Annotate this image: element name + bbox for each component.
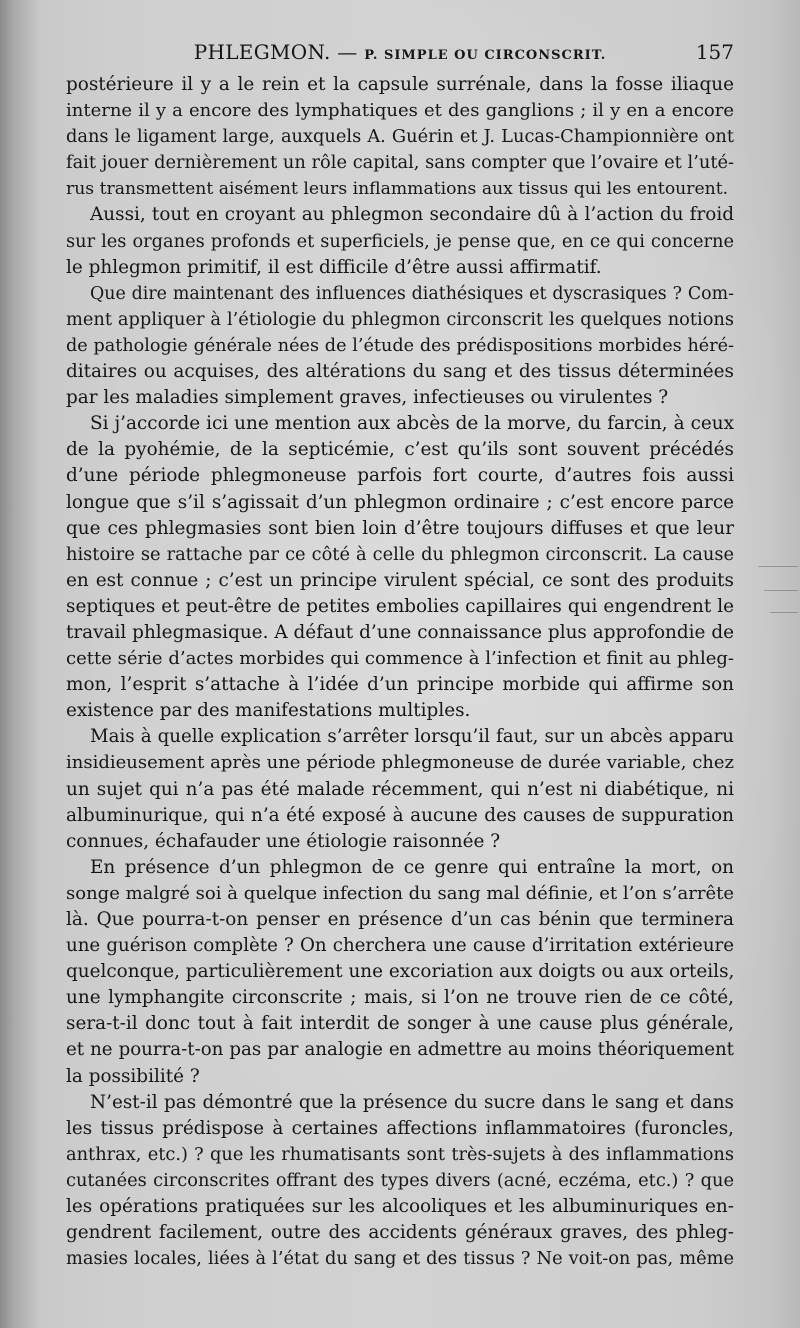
text-line: insidieusement après une période phlegmoneuse de durée variable, chez (66, 752, 734, 774)
text-line: En présence d’un phlegmon de ce genre qui entraîne la mort, on (90, 856, 734, 878)
margin-mark (764, 590, 798, 591)
text-line: existence par des manifestations multiples. (66, 700, 471, 722)
text-line: septiques et peut-être de petites embolies capillaires qui engendrent le (66, 595, 734, 617)
running-title (66, 36, 734, 72)
text-line: une lymphangite circonscrite ; mais, si l’on ne trouve rien de ce côté, (66, 987, 734, 1009)
text-line: d’une période phlegmoneuse parfois fort courte, d’autres fois aussi (66, 465, 734, 487)
text-line: cutanées circonscrites offrant des types divers (acné, eczéma, etc.) ? que (66, 1169, 734, 1191)
text-line: sera-t-il donc tout à fait interdit de songer à une cause plus générale, (66, 1013, 734, 1035)
text-line: histoire se rattache par ce côté à celle du phlegmon circonscrit. La cause (66, 543, 734, 565)
text-line: ditaires ou acquises, des altérations du sang et des tissus déterminées (66, 361, 734, 383)
margin-mark (770, 612, 798, 613)
text-line: et ne pourra-t-on pas par analogie en admettre au moins théoriquement (66, 1039, 734, 1061)
text-line: travail phlegmasique. A défaut d’une connaissance plus approfondie de (66, 621, 734, 643)
text-line: cette série d’actes morbides qui commence à l’infection et finit au phleg- (66, 648, 734, 670)
text-line: quelconque, particulièrement une excoriation aux doigts ou aux orteils, (66, 961, 735, 983)
text-line: là. Que pourra-t-on penser en présence d’un cas bénin que terminera (66, 909, 734, 930)
text-line: gendrent facilement, outre des accidents généraux graves, des phleg- (66, 1222, 734, 1244)
text-line: N’est-il pas démontré que la présence du sucre dans le sang et dans (90, 1091, 734, 1113)
text-line: mon, l’esprit s’attache à l’idée d’un principe morbide qui affirme son (66, 674, 734, 696)
text-line: masies locales, liées à l’état du sang et des tissus ? Ne voit-on pas, même (66, 1248, 734, 1270)
text-line: la possibilité ? (66, 1065, 200, 1087)
body-text (66, 72, 734, 1272)
running-title-sub: P. SIMPLE OU CIRCONSCRIT. (364, 48, 607, 63)
text-line: que ces phlegmasies sont bien loin d’être toujours diffuses et que leur (66, 517, 734, 539)
text-line: connues, échafauder une étiologie raisonnée ? (66, 830, 501, 852)
page-header (66, 36, 734, 68)
text-line: une guérison complète ? On cherchera une cause d’irritation extérieure (66, 935, 734, 957)
text-line: un sujet qui n’a pas été malade récemment, qui n’est ni diabétique, ni (66, 778, 734, 800)
text-line: interne il y a encore des lymphatiques et des ganglions ; il y en a encore (66, 100, 734, 122)
text-line: par les maladies simplement graves, infectieuses ou virulentes ? (66, 387, 669, 409)
text-line: albuminurique, qui n’a été exposé à aucune des causes de suppuration (66, 804, 734, 826)
text-line: Mais à quelle explication s’arrêter lorsqu’il faut, sur un abcès apparu (90, 726, 734, 748)
text-line: de pathologie générale nées de l’étude des prédispositions morbides héré- (66, 335, 734, 356)
text-line: postérieure il y a le rein et la capsule surrénale, dans la fosse iliaque (66, 74, 734, 95)
running-title-main: PHLEGMON. — (193, 40, 358, 64)
text-line: Que dire maintenant des influences diathésiques et dyscrasiques ? Com- (90, 283, 734, 304)
text-line: en est connue ; c’est un principe virulent spécial, ce sont des produits (66, 569, 734, 591)
text-line: songe malgré soi à quelque infection du sang mal définie, et l’on s’arrête (66, 882, 734, 904)
text-line: les opérations pratiquées sur les alcooliques et les albuminuriques en- (66, 1196, 734, 1218)
text-line: longue que s’il s’agissait d’un phlegmon ordinaire ; c’est encore parce (66, 491, 734, 513)
text-line: rus transmettent aisément leurs inflammations aux tissus qui les entourent. (66, 179, 729, 200)
text-line: ment appliquer à l’étiologie du phlegmon circonscrit les quelques notions (66, 308, 734, 330)
text-line: Aussi, tout en croyant au phlegmon secondaire dû à l’action du froid (90, 204, 734, 226)
text-line: Si j’accorde ici une mention aux abcès de la morve, du farcin, à ceux (90, 413, 734, 435)
text-line: les tissus prédispose à certaines affections inflammatoires (furoncles, (66, 1117, 734, 1139)
page-number: 157 (695, 40, 734, 64)
text-line: sur les organes profonds et superficiels, je pense que, en ce qui concerne (66, 230, 734, 252)
text-line: le phlegmon primitif, il est difficile d’être aussi affirmatif. (66, 256, 602, 278)
margin-mark (758, 566, 798, 567)
text-line: fait jouer dernièrement un rôle capital, sans compter que l’ovaire et l’uté- (66, 152, 734, 174)
text-line: de la pyohémie, de la septicémie, c’est qu’ils sont souvent précédés (66, 439, 734, 461)
text-line: anthrax, etc.) ? que les rhumatisants sont très-sujets à des inflammations (66, 1143, 734, 1165)
text-line: dans le ligament large, auxquels A. Guérin et J. Lucas-Championnière ont (66, 126, 734, 148)
